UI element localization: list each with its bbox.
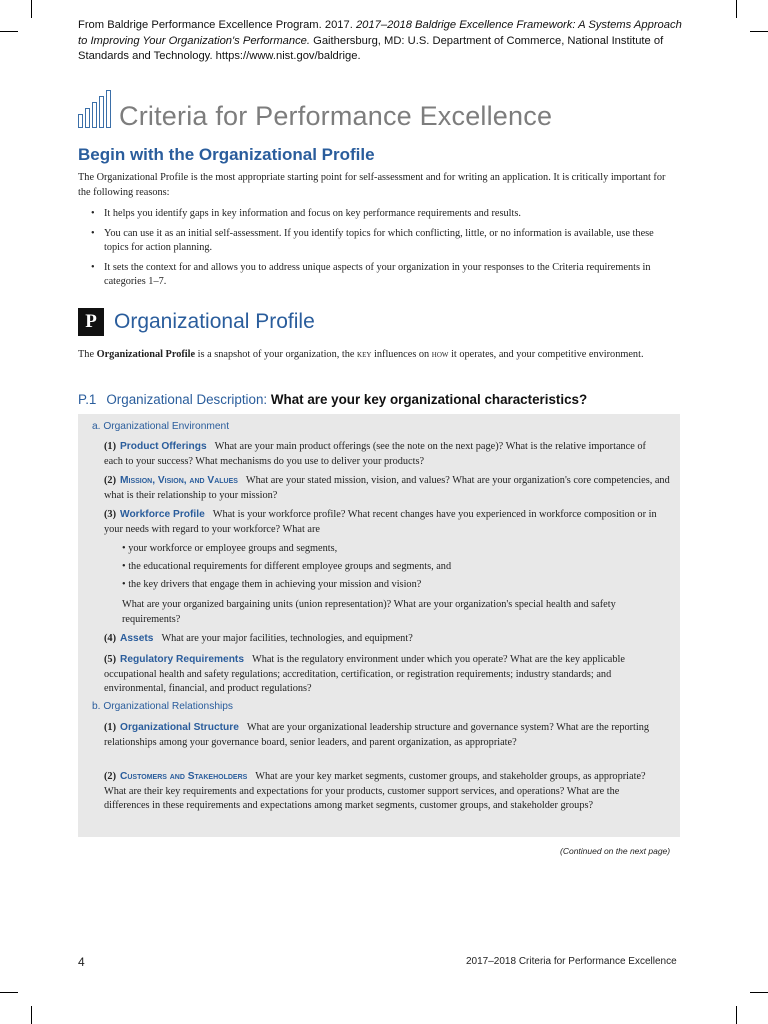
crop-mark [0, 31, 18, 32]
crop-mark [736, 1006, 737, 1024]
footer-title: 2017–2018 Criteria for Performance Excellence [466, 956, 677, 967]
workforce-bullet: • the key drivers that engage them in achieving your mission and vision? [122, 579, 422, 590]
item-organizational-structure: (1) Organizational Structure What are your organizational leadership structure and governance system? What are the reporting relationships among your governance board, senior leaders, and parent organization, as appropriate? [104, 722, 650, 748]
citation-title: 2017–2018 Baldrige Excellence Framework: A Systems Approach to Improving Your Organization's Performance. [78, 19, 682, 47]
workforce-followup: What are your organized bargaining units (union representation)? What are your organization's special health and safety requirements? [122, 599, 616, 625]
item-assets: (4) Assets What are your major facilities, technologies, and equipment? [104, 633, 413, 644]
item-regulatory-requirements: (5) Regulatory Requirements What is the regulatory environment under which you operate? What are the key applicable occupational health and safety regulations; accreditation, certification, or registration requirements; industry standards; and environmental, financial, and product regulations? [104, 654, 625, 694]
item-workforce-profile: (3) Workforce Profile What is your workforce profile? What recent changes have you experienced in workforce composition or in your needs with regard to your workforce? What are [104, 509, 657, 535]
crop-mark [750, 31, 768, 32]
subsection-b-heading: b. Organizational Relationships [92, 701, 234, 712]
intro-bullet: • It sets the context for and allows you to address unique aspects of your organization in your responses to the Criteria requirements in categories 1–7. [78, 261, 678, 290]
continued-note: (Continued on the next page) [560, 846, 671, 856]
intro-bullet: • It helps you identify gaps in key information and focus on key performance requirements and results. [78, 207, 678, 222]
page-number: 4 [78, 955, 85, 969]
bar-chart-logo-icon [78, 90, 111, 128]
subsection-a-heading: a. Organizational Environment [92, 421, 230, 432]
profile-description: The Organizational Profile is a snapshot of your organization, the key influences on how it operates, and your competitive environment. [78, 349, 644, 360]
intro-bullets [78, 207, 678, 295]
section-header [78, 88, 552, 132]
item-customers-stakeholders: (2) Customers and Stakeholders What are your key market segments, customer groups, and stakeholder groups, as appropriate? What are their key requirements and expectations for your products, customer support services, and operations? What are the differences in these requirements and expectations among market segments, customer groups, and stakeholder groups? [104, 771, 646, 811]
intro-text: The Organizational Profile is the most appropriate starting point for self-assessment and for writing an application. It is critically important for the following reasons: [78, 172, 666, 198]
crop-mark [31, 1006, 32, 1024]
header-title: Criteria for Performance Excellence [119, 101, 553, 131]
crop-mark [750, 992, 768, 993]
workforce-bullet: • your workforce or employee groups and segments, [122, 543, 338, 554]
profile-letter-box: P [78, 308, 104, 336]
item-mission-vision-values: (2) Mission, Vision, and Values What are your stated mission, vision, and values? What are your organization's core competencies, and what is their relationship to your mission? [104, 475, 670, 501]
crop-mark [736, 0, 737, 18]
intro-bullet: • You can use it as an initial self-assessment. If you identify topics for which conflicting, little, or no information is available, use these topics for action planning. [78, 227, 678, 256]
citation: From Baldrige Performance Excellence Program. 2017. 2017–2018 Baldrige Excellence Framework: A Systems Approach to Improving Your Organization's Performance. Gaithersburg, MD: U.S. Department of Commerce, National Institute of Standards and Technology. https://www.nist.gov/baldrige. [78, 19, 682, 62]
crop-mark [0, 992, 18, 993]
workforce-bullet: • the educational requirements for different employee groups and segments, and [122, 561, 452, 572]
profile-title: Organizational Profile [114, 310, 315, 333]
crop-mark [31, 0, 32, 18]
profile-heading [78, 308, 315, 336]
item-product-offerings: (1) Product Offerings What are your main product offerings (see the note on the next page)? What is the relative importance of each to your success? What mechanisms do you use to deliver your products? [104, 441, 646, 467]
intro-heading: Begin with the Organizational Profile [78, 145, 375, 164]
item-p1-heading: P.1 Organizational Description: What are your key organizational characteristics? [78, 392, 588, 407]
